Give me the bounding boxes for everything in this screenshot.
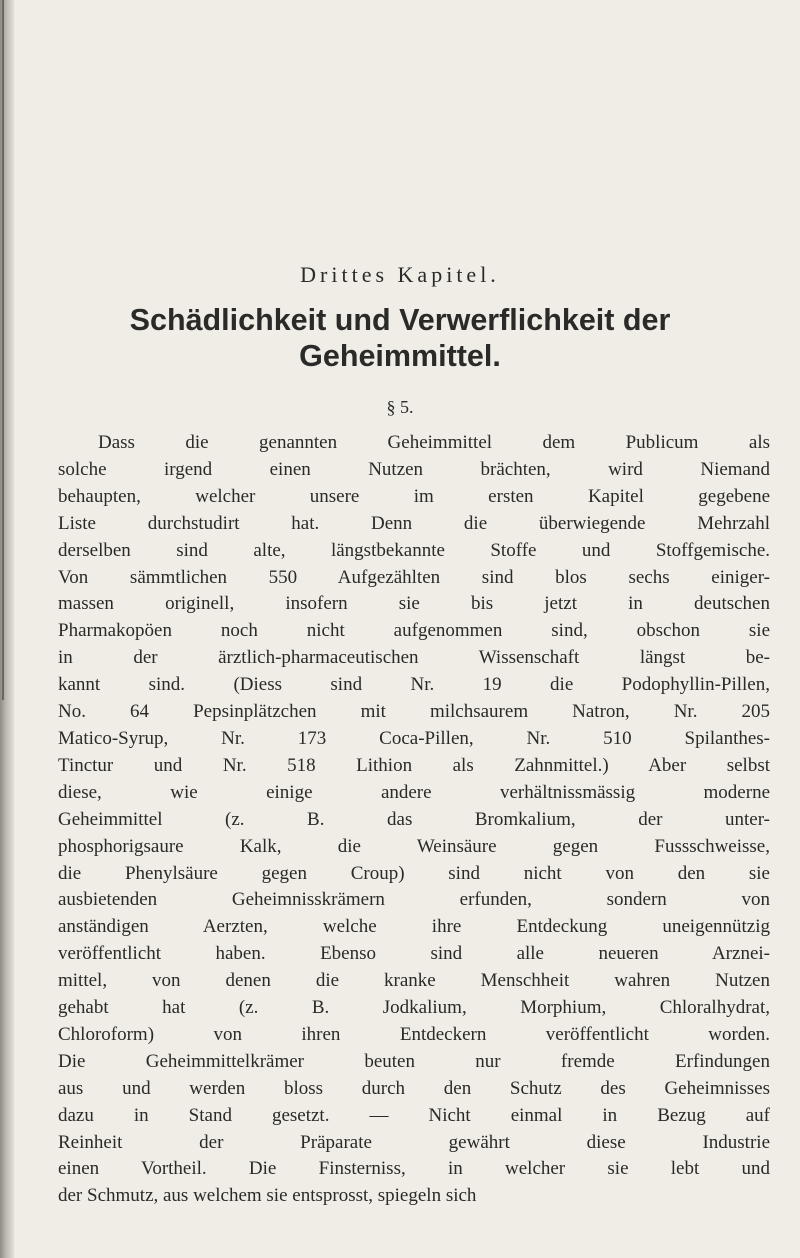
text-line: die Phenylsäure gegen Croup) sind nicht von den sie — [58, 862, 770, 884]
chapter-title-line-2: Geheimmittel. — [299, 339, 501, 373]
text-line: No. 64 Pepsinplätzchen mit milchsaurem Natron, Nr. 205 — [58, 701, 770, 723]
text-line: massen originell, insofern sie bis jetzt in deutschen — [58, 593, 770, 615]
section-number: § 5. — [386, 397, 414, 417]
chapter-heading: Drittes Kapitel. — [300, 262, 500, 287]
text-line: Reinheit der Präparate gewährt diese Industrie — [58, 1131, 770, 1153]
text-line: Chloroform) von ihren Entdeckern veröffentlicht worden. — [58, 1023, 770, 1045]
text-line: Die Geheimmittelkrämer beuten nur fremde Erfindungen — [58, 1050, 770, 1072]
text-line: kannt sind. (Diess sind Nr. 19 die Podophyllin-Pillen, — [58, 674, 770, 696]
text-line: Pharmakopöen noch nicht aufgenommen sind, obschon sie — [58, 620, 770, 642]
text-line: gehabt hat (z. B. Jodkalium, Morphium, Chloralhydrat, — [58, 997, 770, 1019]
text-line: aus und werden bloss durch den Schutz des Geheimnisses — [58, 1077, 770, 1099]
text-line: phosphorigsaure Kalk, die Weinsäure gegen Fussschweisse, — [58, 835, 770, 857]
text-line: Liste durchstudirt hat. Denn die überwiegende Mehrzahl — [58, 512, 770, 534]
body-text — [58, 430, 770, 1210]
text-line: behaupten, welcher unsere im ersten Kapitel gegebene — [58, 485, 770, 507]
chapter-title — [0, 302, 800, 374]
text-line: Von sämmtlichen 550 Aufgezählten sind blos sechs einiger- — [58, 566, 770, 588]
text-line: Matico-Syrup, Nr. 173 Coca-Pillen, Nr. 510 Spilanthes- — [58, 727, 770, 749]
text-line: derselben sind alte, längstbekannte Stoffe und Stoffgemische. — [58, 539, 770, 561]
text-line: veröffentlicht haben. Ebenso sind alle neueren Arznei- — [58, 943, 770, 965]
text-line: anständigen Aerzten, welche ihre Entdeckung uneigennützig — [58, 916, 770, 938]
text-line: der Schmutz, aus welchem sie entsprosst, spiegeln sich — [58, 1185, 477, 1207]
text-line: Dass die genannten Geheimmittel dem Publicum als — [98, 432, 770, 453]
text-line: solche irgend einen Nutzen brächten, wird Niemand — [58, 458, 770, 480]
chapter-title-line-1: Schädlichkeit und Verwerflichkeit der — [129, 303, 671, 337]
text-line: Geheimmittel (z. B. das Bromkalium, der unter- — [58, 808, 770, 830]
text-line: mittel, von denen die kranke Menschheit wahren Nutzen — [58, 970, 770, 992]
text-line: einen Vortheil. Die Finsterniss, in welcher sie lebt und — [58, 1158, 770, 1180]
text-line: Tinctur und Nr. 518 Lithion als Zahnmittel.) Aber selbst — [58, 754, 770, 776]
text-line: diese, wie einige andere verhältnissmässig moderne — [58, 781, 770, 803]
text-line: dazu in Stand gesetzt. — Nicht einmal in Bezug auf — [58, 1104, 770, 1126]
text-line: in der ärztlich-pharmaceutischen Wissenschaft längst be- — [58, 647, 770, 669]
text-line: ausbietenden Geheimnisskrämern erfunden, sondern von — [58, 889, 770, 911]
